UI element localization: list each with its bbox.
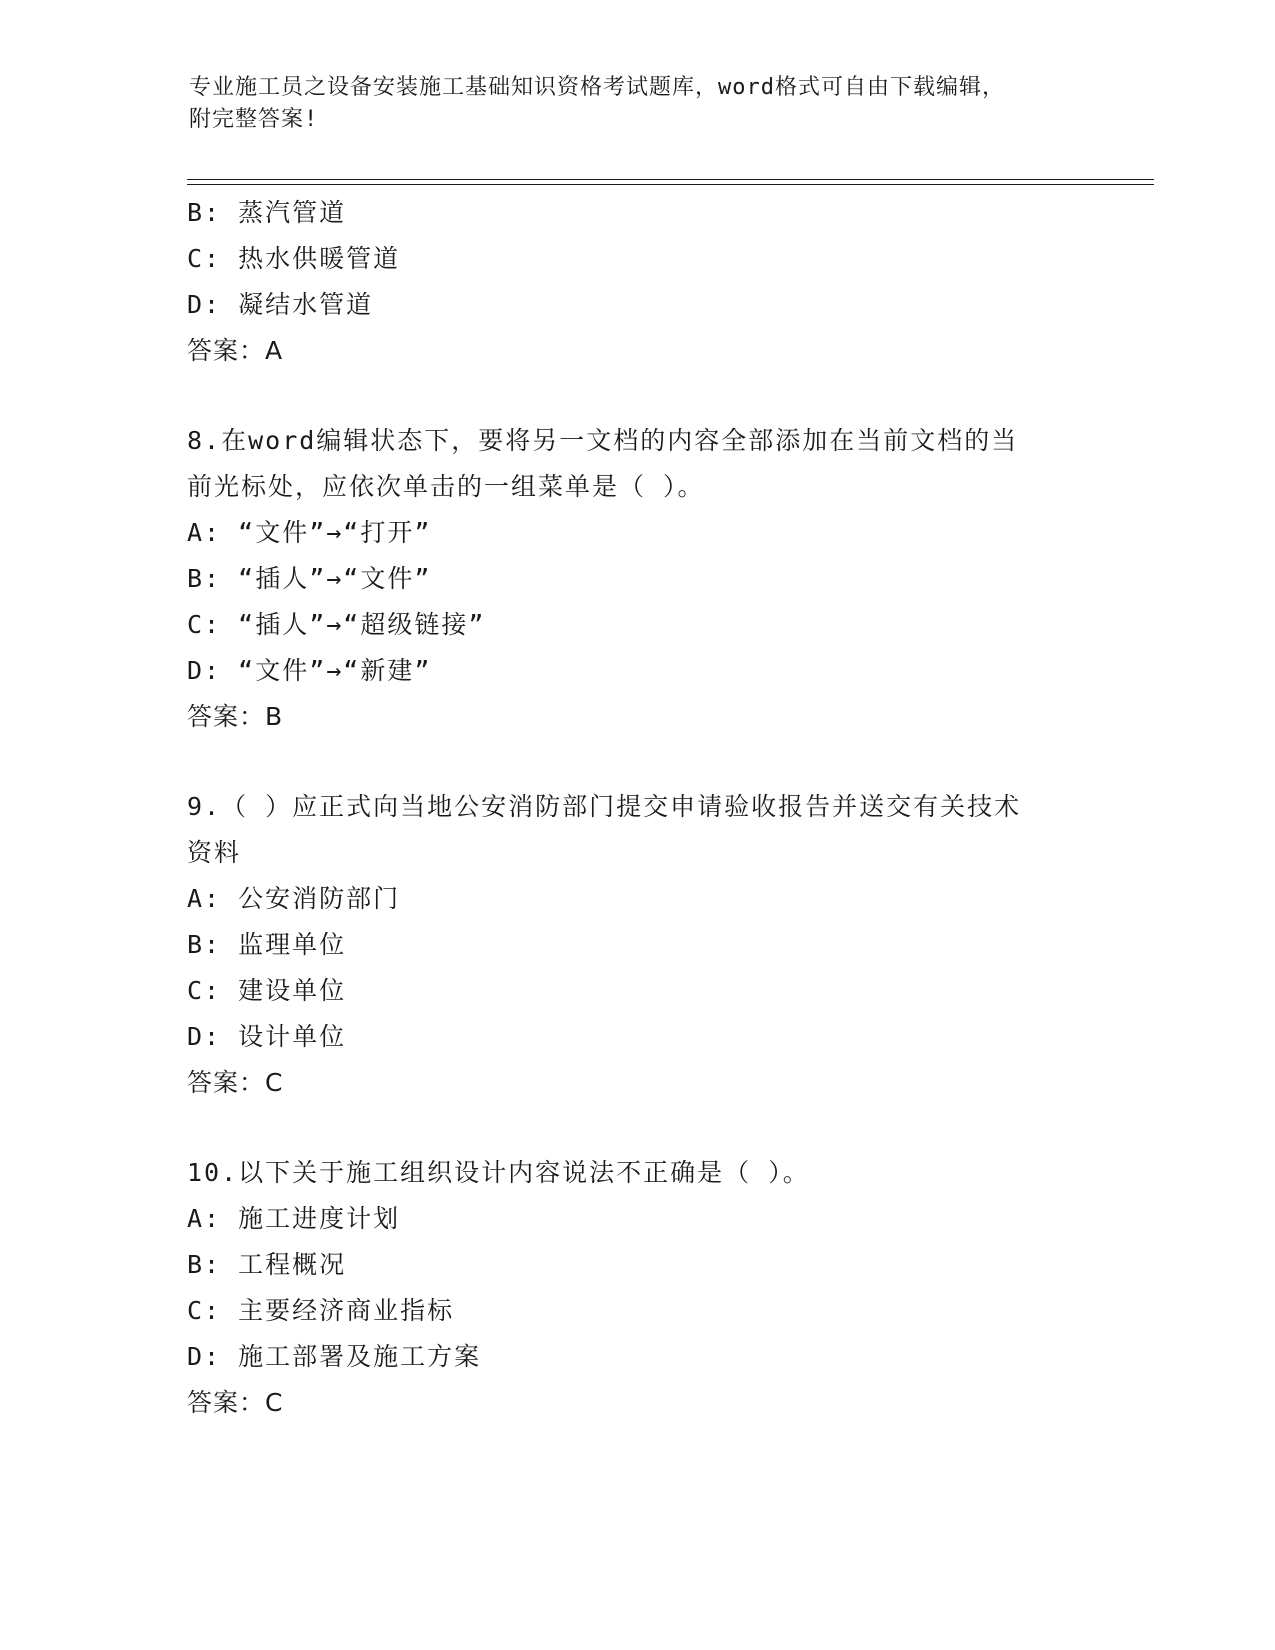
- option-c: C: 热水供暖管道: [187, 244, 401, 273]
- spacer: [187, 1106, 1087, 1150]
- answer-line: 答案：B: [187, 702, 284, 731]
- header-divider-top: [187, 179, 1154, 180]
- option-a: A: “文件”→“打开”: [187, 518, 432, 547]
- option-d: D: “文件”→“新建”: [187, 656, 432, 685]
- header-divider-bottom: [187, 184, 1154, 185]
- answer-line: 答案：C: [187, 1068, 284, 1097]
- answer-line: 答案：C: [187, 1388, 284, 1417]
- question-8: [187, 418, 1087, 740]
- question-text-line-2: 资料: [187, 838, 242, 867]
- question-7: [187, 190, 1087, 374]
- question-10: [187, 1150, 1087, 1426]
- header-line-1: 专业施工员之设备安装施工基础知识资格考试题库，word格式可自由下载编辑，: [189, 75, 1005, 100]
- option-a: A: 公安消防部门: [187, 884, 401, 913]
- option-c: C: 建设单位: [187, 976, 347, 1005]
- option-b: B: 工程概况: [187, 1250, 347, 1279]
- question-text-line-1: 10.以下关于施工组织设计内容说法不正确是（ ）。: [187, 1158, 810, 1187]
- header-line-2: 附完整答案!: [189, 107, 319, 132]
- option-d: D: 设计单位: [187, 1022, 347, 1051]
- option-d: D: 凝结水管道: [187, 290, 374, 319]
- option-d: D: 施工部署及施工方案: [187, 1342, 482, 1371]
- option-b: B: 监理单位: [187, 930, 347, 959]
- question-text-line-2: 前光标处，应依次单击的一组菜单是（ ）。: [187, 472, 705, 501]
- spacer: [187, 374, 1087, 418]
- question-text-line-1: 9.（ ）应正式向当地公安消防部门提交申请验收报告并送交有关技术: [187, 792, 1022, 821]
- question-9: [187, 784, 1087, 1106]
- option-c: C: 主要经济商业指标: [187, 1296, 455, 1325]
- question-list: [187, 190, 1087, 1426]
- option-b: B: “插人”→“文件”: [187, 564, 432, 593]
- spacer: [187, 740, 1087, 784]
- option-b: B: 蒸汽管道: [187, 198, 347, 227]
- option-c: C: “插人”→“超级链接”: [187, 610, 486, 639]
- page-header: [189, 72, 1089, 136]
- option-a: A: 施工进度计划: [187, 1204, 401, 1233]
- answer-line: 答案：A: [187, 336, 284, 365]
- question-text-line-1: 8.在word编辑状态下，要将另一文档的内容全部添加在当前文档的当: [187, 426, 1019, 455]
